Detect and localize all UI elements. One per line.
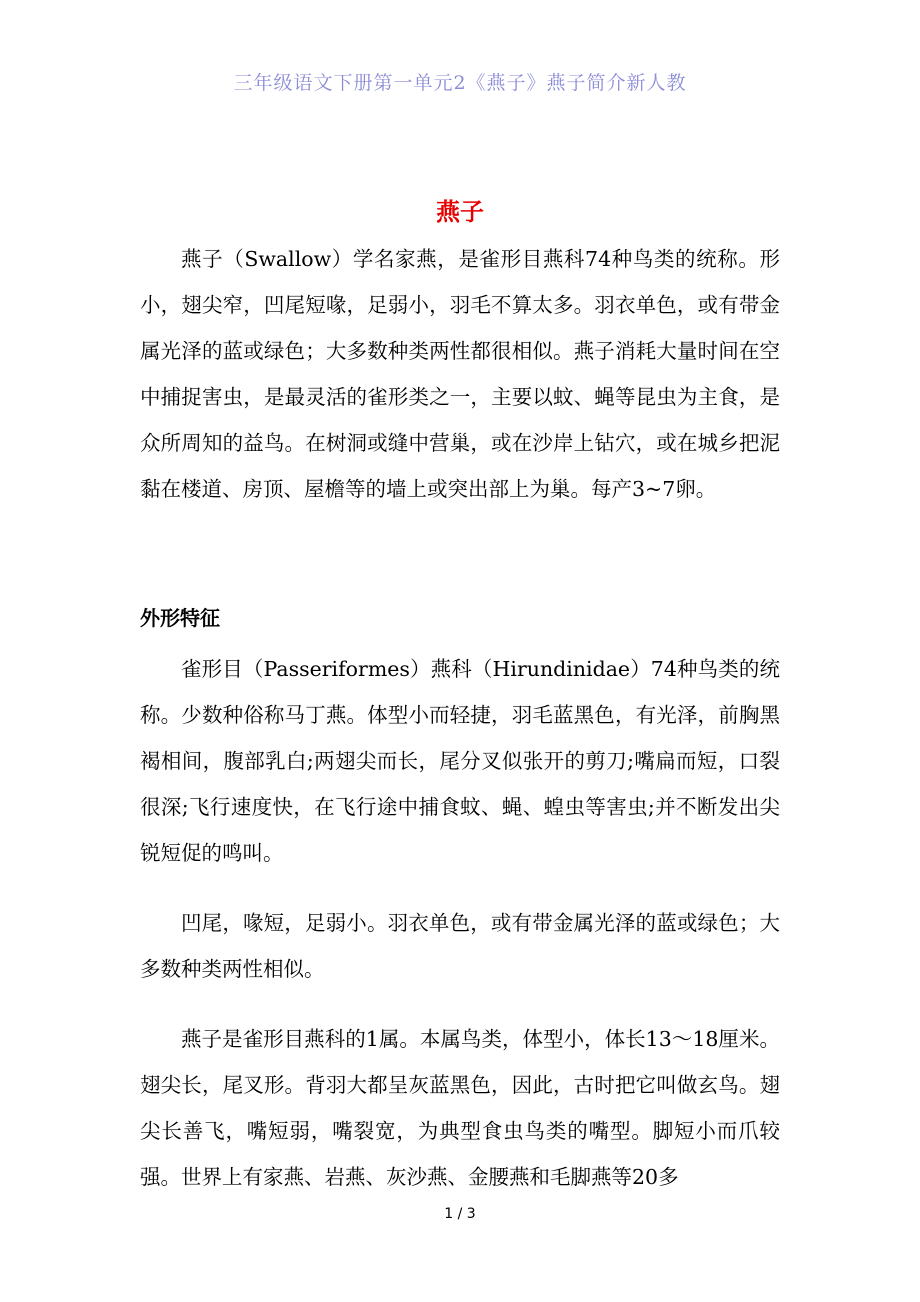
page-number: 1 / 3 xyxy=(444,1206,476,1222)
section-body xyxy=(140,646,780,1200)
section-paragraph-1: 雀形目（Passeriformes）燕科（Hirundinidae）74种鸟类的统称。少数种俗称马丁燕。体型小而轻捷，羽毛蓝黑色，有光泽，前胸黑褐相间，腹部乳白;两翅尖而长，尾分叉似张开的剪刀;嘴扁而短，口裂很深;飞行速度快，在飞行途中捕食蚊、蝇、蝗虫等害虫;并不断发出尖锐短促的鸣叫。 xyxy=(140,657,780,865)
document-title: 燕子 xyxy=(436,198,484,226)
section-paragraph-3: 燕子是雀形目燕科的1属。本属鸟类，体型小，体长13～18厘米。翅尖长，尾叉形。背羽大都呈灰蓝黑色，因此，古时把它叫做玄鸟。翅尖长善飞，嘴短弱，嘴裂宽，为典型食虫鸟类的嘴型。脚短小而爪较强。世界上有家燕、岩燕、灰沙燕、金腰燕和毛脚燕等20多 xyxy=(140,1027,780,1189)
running-header: 三年级语文下册第一单元2《燕子》燕子简介新人教 xyxy=(233,72,687,94)
intro-block xyxy=(140,236,780,512)
intro-paragraph: 燕子（Swallow）学名家燕，是雀形目燕科74种鸟类的统称。形小，翅尖窄，凹尾短喙，足弱小，羽毛不算太多。羽衣单色，或有带金属光泽的蓝或绿色；大多数种类两性都很相似。燕子消耗大量时间在空中捕捉害虫，是最灵活的雀形类之一，主要以蚊、蝇等昆虫为主食，是众所周知的益鸟。在树洞或缝中营巢，或在沙岸上钻穴，或在城乡把泥黏在楼道、房顶、屋檐等的墙上或突出部上为巢。每产3~7卵。 xyxy=(140,247,780,501)
section-heading: 外形特征 xyxy=(140,606,220,630)
section-paragraph-2: 凹尾，喙短，足弱小。羽衣单色，或有带金属光泽的蓝或绿色；大多数种类两性相似。 xyxy=(140,911,780,981)
